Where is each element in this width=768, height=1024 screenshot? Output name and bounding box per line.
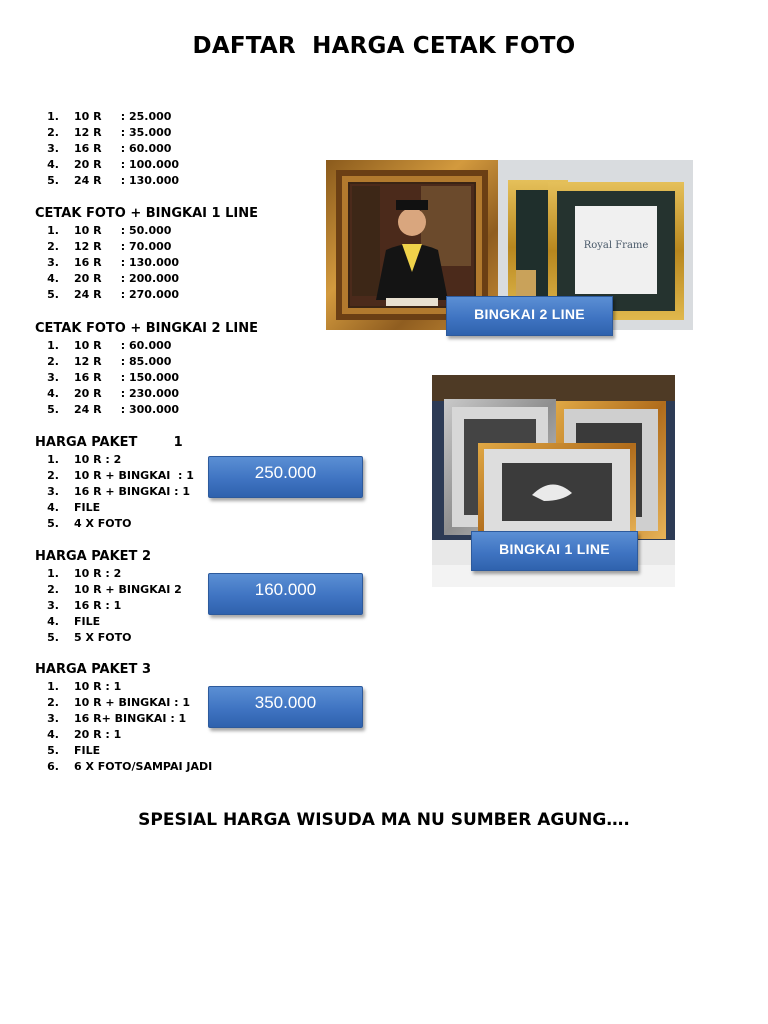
list-item-text: 4 X FOTO <box>74 517 132 531</box>
list-item-text: 6 X FOTO/SAMPAI JADI <box>74 760 213 774</box>
price-list-cetak-foto <box>35 109 179 189</box>
list-item-number: 5. <box>47 288 59 302</box>
list-item <box>35 679 212 695</box>
list-item-text: 16 R : 150.000 <box>74 371 180 385</box>
price-badge-paket-3: 350.000 <box>208 686 363 728</box>
list-item-number: 1. <box>47 224 59 237</box>
price-list-bingkai-1 <box>35 223 179 303</box>
list-item <box>35 582 182 598</box>
item-list-paket-1 <box>35 452 194 532</box>
list-item-text: 20 R : 1 <box>74 728 122 742</box>
list-item <box>35 386 179 402</box>
list-item-text: 12 R : 85.000 <box>74 355 172 369</box>
list-item-number: 2. <box>47 469 59 483</box>
list-item-number: 1. <box>47 110 59 123</box>
list-item-number: 3. <box>47 485 59 499</box>
list-item-text: 10 R : 1 <box>74 680 122 693</box>
list-item <box>35 223 179 239</box>
list-item <box>35 109 179 125</box>
list-item <box>35 141 179 157</box>
list-item-text: 5 X FOTO <box>74 631 132 645</box>
list-item-number: 3. <box>47 371 59 385</box>
list-item-number: 4. <box>47 728 59 742</box>
list-item <box>35 354 179 370</box>
list-item-number: 2. <box>47 126 59 140</box>
list-item <box>35 271 179 287</box>
price-badge-paket-1: 250.000 <box>208 456 363 498</box>
label-bingkai-2-line: BINGKAI 2 LINE <box>446 296 613 336</box>
list-item-number: 2. <box>47 696 59 710</box>
list-item-text: 20 R : 200.000 <box>74 272 180 286</box>
list-item-number: 5. <box>47 403 59 417</box>
item-list-paket-2 <box>35 566 182 646</box>
list-item <box>35 402 179 418</box>
list-item <box>35 630 182 646</box>
section-heading-bingkai-2: CETAK FOTO + BINGKAI 2 LINE <box>35 321 258 336</box>
list-item-number: 1. <box>47 339 59 352</box>
list-item-number: 1. <box>47 453 59 466</box>
list-item <box>35 287 179 303</box>
list-item <box>35 695 212 711</box>
item-list-paket-3 <box>35 679 212 776</box>
list-item-number: 4. <box>47 501 59 515</box>
list-item-text: 16 R : 1 <box>74 599 122 613</box>
list-item <box>35 484 194 500</box>
list-item-number: 4. <box>47 272 59 286</box>
list-item-text: 20 R : 100.000 <box>74 158 180 172</box>
list-item-number: 5. <box>47 517 59 531</box>
list-item-text: 10 R + BINGKAI : 1 <box>74 696 191 710</box>
price-badge-paket-2: 160.000 <box>208 573 363 615</box>
section-heading-paket-2: HARGA PAKET 2 <box>35 549 151 564</box>
list-item-text: 12 R : 35.000 <box>74 126 172 140</box>
list-item-text: 10 R : 50.000 <box>74 224 172 237</box>
list-item <box>35 500 194 516</box>
list-item <box>35 157 179 173</box>
list-item-number: 3. <box>47 256 59 270</box>
list-item <box>35 727 212 743</box>
section-heading-paket-3: HARGA PAKET 3 <box>35 662 151 677</box>
list-item-text: FILE <box>74 501 101 515</box>
list-item-text: 24 R : 300.000 <box>74 403 180 417</box>
list-item-text: 12 R : 70.000 <box>74 240 172 254</box>
list-item <box>35 370 179 386</box>
list-item <box>35 614 182 630</box>
list-item-number: 1. <box>47 680 59 693</box>
list-item-text: 24 R : 130.000 <box>74 174 180 188</box>
list-item-number: 2. <box>47 240 59 254</box>
list-item-text: 20 R : 230.000 <box>74 387 180 401</box>
list-item-number: 1. <box>47 567 59 580</box>
section-heading-bingkai-1: CETAK FOTO + BINGKAI 1 LINE <box>35 206 258 221</box>
list-item <box>35 516 194 532</box>
list-item <box>35 711 212 727</box>
section-heading-paket-1: HARGA PAKET 1 <box>35 435 183 450</box>
list-item-number: 6. <box>47 760 59 774</box>
list-item-number: 5. <box>47 631 59 645</box>
list-item <box>35 452 194 468</box>
royal-frame-text: Royal Frame <box>583 240 649 251</box>
list-item-text: 16 R : 60.000 <box>74 142 172 156</box>
list-item-text: 10 R + BINGKAI 2 <box>74 583 182 597</box>
list-item <box>35 255 179 271</box>
list-item-number: 3. <box>47 599 59 613</box>
footer-note: SPESIAL HARGA WISUDA MA NU SUMBER AGUNG…. <box>138 810 630 830</box>
list-item <box>35 759 212 775</box>
list-item-number: 3. <box>47 142 59 156</box>
list-item-text: 10 R : 2 <box>74 453 122 466</box>
list-item <box>35 598 182 614</box>
list-item-text: FILE <box>74 744 101 758</box>
list-item-text: 16 R + BINGKAI : 1 <box>74 485 191 499</box>
list-item-text: 10 R + BINGKAI : 1 <box>74 469 194 483</box>
price-list-bingkai-2 <box>35 338 179 418</box>
list-item <box>35 239 179 255</box>
list-item-text: 16 R+ BINGKAI : 1 <box>74 712 187 726</box>
list-item <box>35 125 179 141</box>
list-item-text: 24 R : 270.000 <box>74 288 180 302</box>
list-item-number: 5. <box>47 744 59 758</box>
list-item-number: 4. <box>47 615 59 629</box>
list-item-number: 4. <box>47 387 59 401</box>
list-item <box>35 173 179 189</box>
list-item <box>35 468 194 484</box>
list-item-text: FILE <box>74 615 101 629</box>
page-title: DAFTAR HARGA CETAK FOTO <box>192 33 576 59</box>
list-item <box>35 566 182 582</box>
list-item <box>35 743 212 759</box>
list-item-text: 10 R : 2 <box>74 567 122 580</box>
label-bingkai-1-line: BINGKAI 1 LINE <box>471 531 638 571</box>
list-item-number: 3. <box>47 712 59 726</box>
list-item-number: 2. <box>47 355 59 369</box>
list-item <box>35 338 179 354</box>
list-item-number: 4. <box>47 158 59 172</box>
list-item-text: 16 R : 130.000 <box>74 256 180 270</box>
list-item-text: 10 R : 60.000 <box>74 339 172 352</box>
list-item-text: 10 R : 25.000 <box>74 110 172 123</box>
list-item-number: 5. <box>47 174 59 188</box>
list-item-number: 2. <box>47 583 59 597</box>
